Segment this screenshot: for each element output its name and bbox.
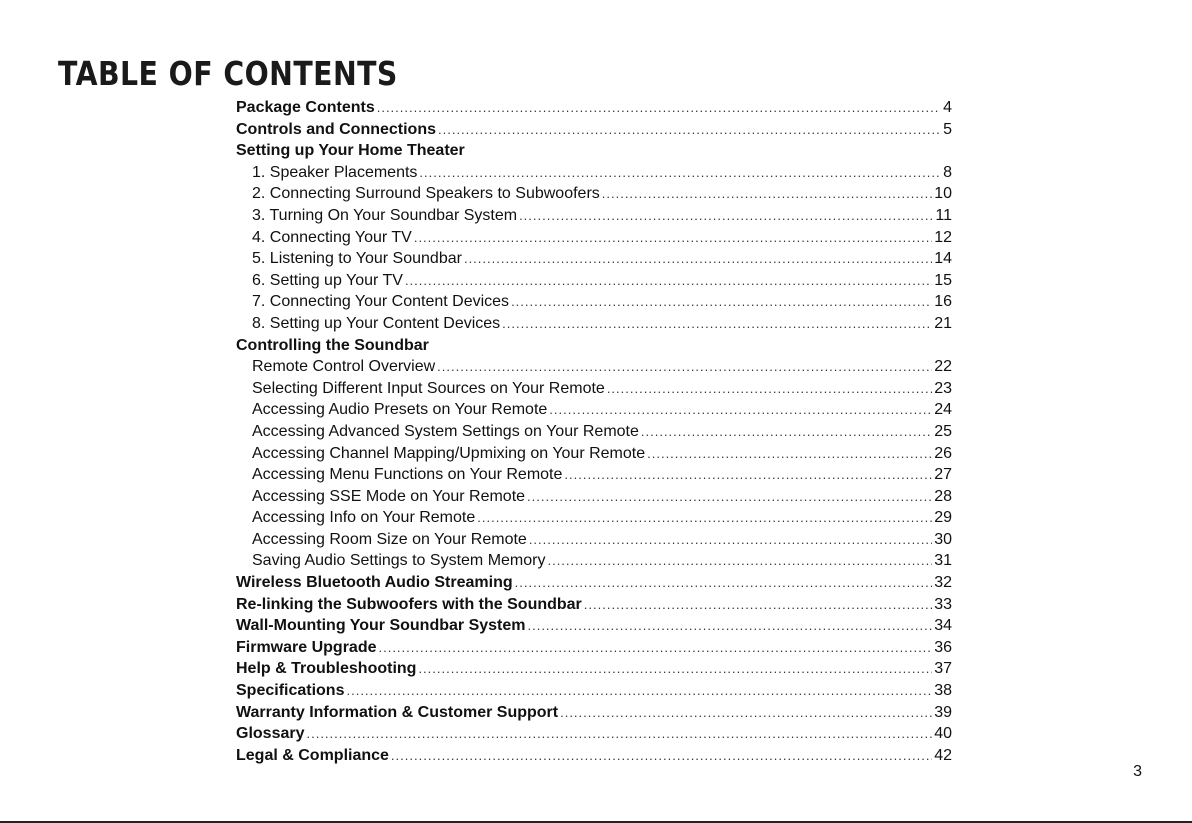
toc-entry-page: 26	[934, 444, 952, 462]
toc-entry-page: 24	[934, 401, 952, 419]
toc-dot-leader	[464, 248, 932, 270]
toc-entry-label: Accessing Audio Presets on Your Remote	[252, 401, 548, 419]
toc-dot-leader	[607, 378, 932, 400]
toc-entry-page: 22	[934, 358, 952, 376]
toc-section-entry[interactable]	[236, 680, 952, 702]
toc-dot-leader	[477, 507, 932, 529]
toc-entry-page: 10	[934, 185, 952, 203]
toc-dot-leader	[560, 702, 932, 724]
toc-subsection-entry[interactable]	[236, 378, 952, 400]
toc-subsection-entry[interactable]	[236, 507, 952, 529]
toc-entry-label: 4. Connecting Your TV	[252, 228, 412, 246]
toc-dot-leader	[414, 227, 932, 249]
toc-dot-leader	[438, 119, 940, 141]
toc-entry-label: Wall-Mounting Your Soundbar System	[236, 617, 526, 635]
toc-dot-leader	[529, 529, 932, 551]
toc-entry-page: 12	[934, 228, 952, 246]
toc-subsection-entry[interactable]	[236, 421, 952, 443]
toc-entry-label: Accessing Advanced System Settings on Your Remote	[252, 422, 639, 440]
toc-dot-leader	[346, 680, 932, 702]
toc-entry-page: 11	[935, 206, 952, 224]
toc-section-entry[interactable]	[236, 594, 952, 616]
toc-entry-label: 6. Setting up Your TV	[252, 271, 403, 289]
toc-entry-page: 37	[934, 660, 952, 678]
toc-entry-page: 36	[934, 638, 952, 656]
toc-entry-label: Re-linking the Subwoofers with the Soundbar	[236, 595, 582, 613]
toc-entry-label: Help & Troubleshooting	[236, 660, 417, 678]
toc-entry-label: Selecting Different Input Sources on Your Remote	[252, 379, 605, 397]
toc-section-entry[interactable]	[236, 745, 952, 767]
toc-subsection-entry[interactable]	[236, 248, 952, 270]
toc-dot-leader	[377, 97, 940, 119]
toc-entry-label: Legal & Compliance	[236, 746, 389, 764]
toc-entry-page: 32	[934, 574, 952, 592]
toc-section-entry[interactable]	[236, 637, 952, 659]
toc-entry-page: 14	[934, 250, 952, 268]
toc-entry-page: 5	[943, 120, 952, 138]
toc-dot-leader	[437, 356, 932, 378]
toc-dot-leader	[647, 443, 932, 465]
toc-dot-leader	[511, 291, 932, 313]
toc-subsection-entry[interactable]	[236, 205, 952, 227]
page-number: 3	[1133, 763, 1142, 780]
toc-section-entry[interactable]	[236, 658, 952, 680]
toc-entry-label: Accessing Channel Mapping/Upmixing on Your Remote	[252, 444, 646, 462]
toc-entry-label: 5. Listening to Your Soundbar	[252, 250, 462, 268]
toc-section-entry[interactable]	[236, 335, 952, 357]
toc-dot-leader	[419, 162, 940, 184]
toc-dot-leader	[641, 421, 932, 443]
toc-entry-label: Firmware Upgrade	[236, 638, 377, 656]
toc-entry-page: 30	[934, 530, 952, 548]
toc-entry-page: 33	[934, 595, 952, 613]
toc-entry-label: Remote Control Overview	[252, 358, 436, 376]
toc-entry-page: 40	[934, 725, 952, 743]
toc-entry-page: 39	[934, 703, 952, 721]
toc-entry-page: 34	[934, 617, 952, 635]
toc-entry-label: Accessing Menu Functions on Your Remote	[252, 466, 563, 484]
toc-subsection-entry[interactable]	[236, 313, 952, 335]
toc-entry-label: Saving Audio Settings to System Memory	[252, 552, 546, 570]
toc-subsection-entry[interactable]	[236, 162, 952, 184]
toc-subsection-entry[interactable]	[236, 227, 952, 249]
toc-subsection-entry[interactable]	[236, 443, 952, 465]
toc-entry-page: 16	[934, 293, 952, 311]
toc-section-entry[interactable]	[236, 140, 952, 162]
toc-entry-label: Controls and Connections	[236, 120, 436, 138]
toc-entry-page: 25	[934, 422, 952, 440]
toc-entry-label: Warranty Information & Customer Support	[236, 703, 559, 721]
toc-dot-leader	[584, 594, 932, 616]
toc-section-entry[interactable]	[236, 97, 952, 119]
toc-entry-label: Accessing SSE Mode on Your Remote	[252, 487, 526, 505]
toc-entry-page: 21	[934, 314, 952, 332]
toc-dot-leader	[527, 615, 932, 637]
toc-dot-leader	[391, 745, 932, 767]
toc-section-entry[interactable]	[236, 702, 952, 724]
toc-subsection-entry[interactable]	[236, 464, 952, 486]
toc-dot-leader	[378, 637, 932, 659]
toc-dot-leader	[418, 658, 932, 680]
toc-entry-label: 1. Speaker Placements	[252, 163, 418, 181]
toc-entry-label: 7. Connecting Your Content Devices	[252, 293, 510, 311]
toc-entry-label: Glossary	[236, 725, 305, 743]
toc-subsection-entry[interactable]	[236, 529, 952, 551]
toc-dot-leader	[549, 399, 932, 421]
page-title: TABLE OF CONTENTS	[58, 54, 398, 93]
toc-dot-leader	[306, 723, 932, 745]
toc-entry-label: Specifications	[236, 682, 345, 700]
toc-entry-page: 38	[934, 682, 952, 700]
toc-entry-label: Accessing Room Size on Your Remote	[252, 530, 527, 548]
toc-entry-label: 8. Setting up Your Content Devices	[252, 314, 501, 332]
toc-entry-label: Accessing Info on Your Remote	[252, 509, 476, 527]
toc-section-entry[interactable]	[236, 615, 952, 637]
toc-section-entry[interactable]	[236, 572, 952, 594]
toc-entry-page: 27	[934, 466, 952, 484]
toc-entry-page: 29	[934, 509, 952, 527]
toc-section-entry[interactable]	[236, 119, 952, 141]
toc-subsection-entry[interactable]	[236, 183, 952, 205]
toc-entry-label: Controlling the Soundbar	[236, 336, 429, 354]
toc-entry-label: 2. Connecting Surround Speakers to Subwoofers	[252, 185, 600, 203]
toc-subsection-entry[interactable]	[236, 550, 952, 572]
toc-subsection-entry[interactable]	[236, 356, 952, 378]
toc-entry-label: Package Contents	[236, 99, 375, 116]
toc-dot-leader	[502, 313, 932, 335]
toc-subsection-entry[interactable]	[236, 486, 952, 508]
toc-entry-page: 8	[943, 163, 952, 181]
toc-entry-label: Wireless Bluetooth Audio Streaming	[236, 574, 513, 592]
toc-section-entry[interactable]	[236, 723, 952, 745]
toc-dot-leader	[602, 183, 932, 205]
table-of-contents	[236, 97, 952, 766]
toc-dot-leader	[519, 205, 933, 227]
toc-entry-page: 23	[934, 379, 952, 397]
toc-dot-leader	[547, 550, 932, 572]
toc-entry-page: 15	[934, 271, 952, 289]
toc-dot-leader	[564, 464, 932, 486]
toc-entry-label: 3. Turning On Your Soundbar System	[252, 206, 518, 224]
toc-subsection-entry[interactable]	[236, 270, 952, 292]
toc-entry-page: 4	[943, 99, 952, 116]
toc-dot-leader	[405, 270, 932, 292]
toc-subsection-entry[interactable]	[236, 291, 952, 313]
toc-entry-page: 42	[934, 746, 952, 764]
toc-dot-leader	[515, 572, 933, 594]
toc-dot-leader	[527, 486, 932, 508]
toc-entry-label: Setting up Your Home Theater	[236, 142, 465, 160]
toc-subsection-entry[interactable]	[236, 399, 952, 421]
toc-entry-page: 31	[934, 552, 952, 570]
toc-entry-page: 28	[934, 487, 952, 505]
